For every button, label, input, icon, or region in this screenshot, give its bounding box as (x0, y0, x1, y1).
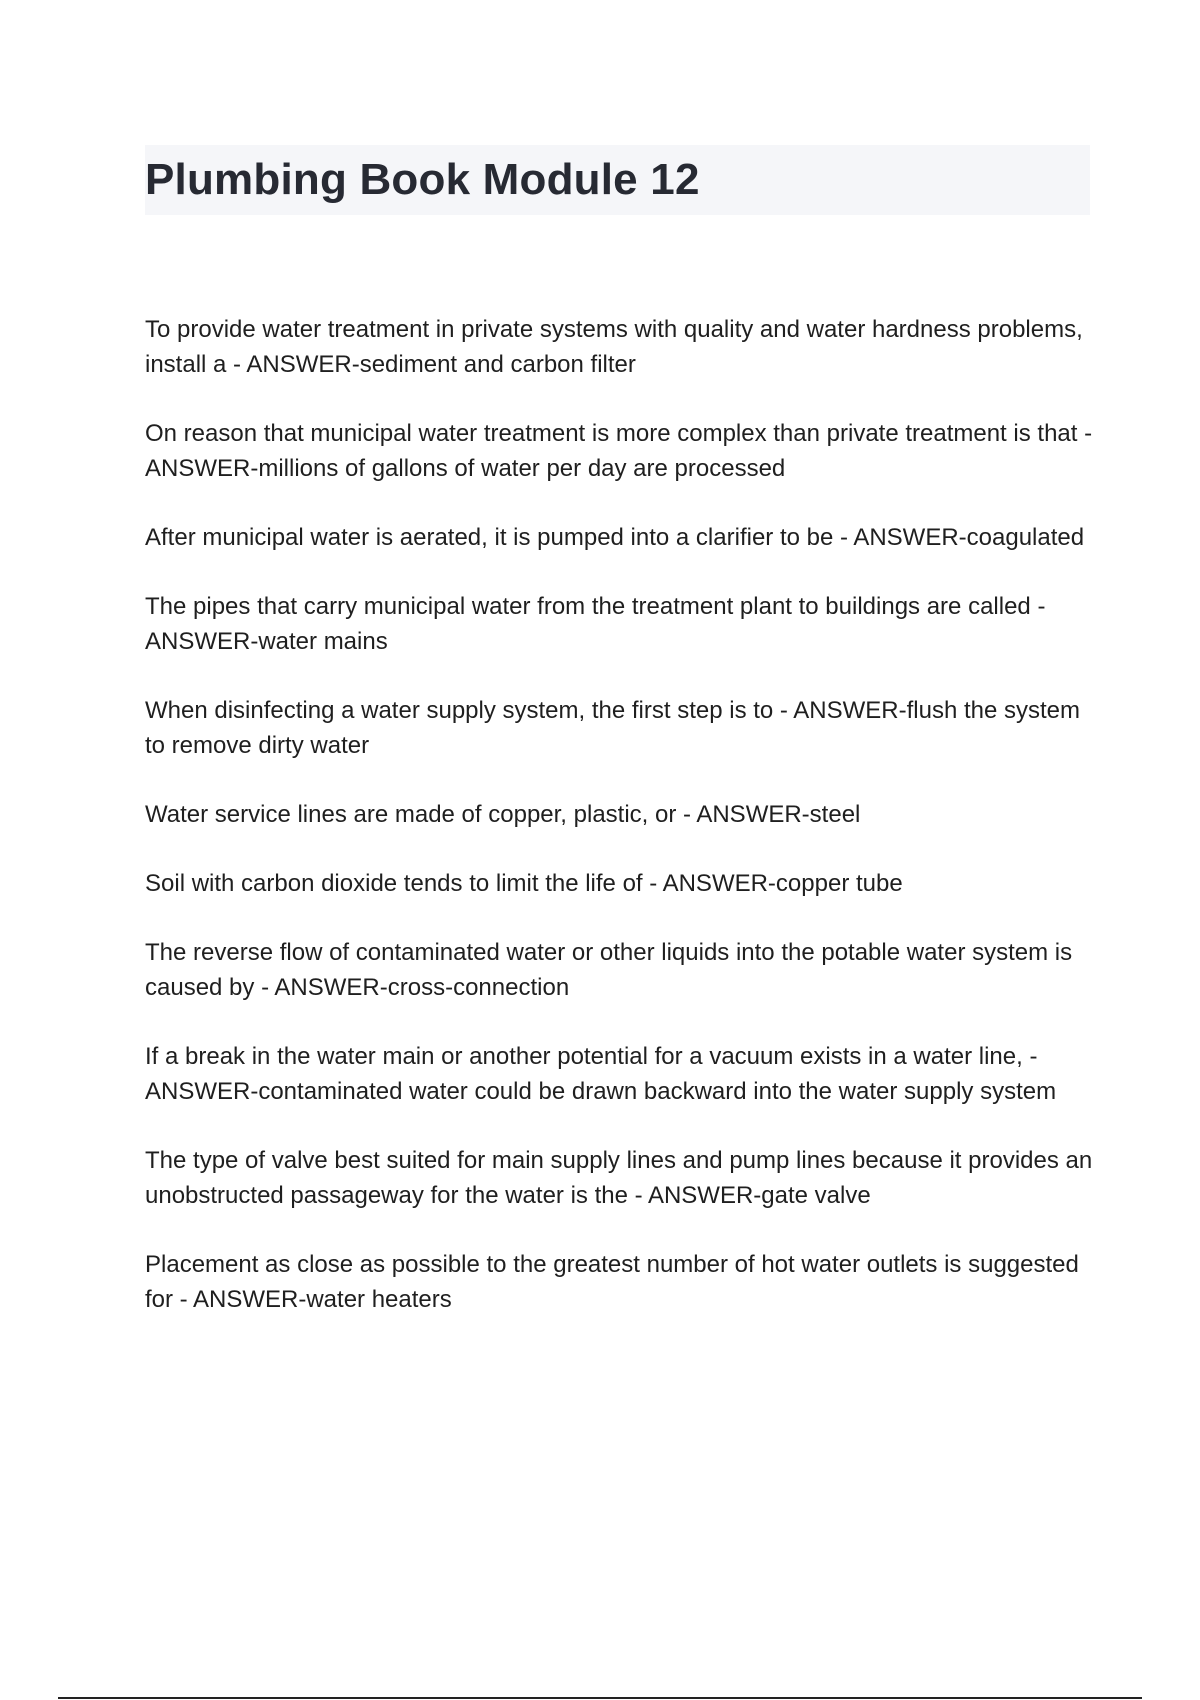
qa-list (145, 312, 1105, 1351)
qa-item-4: The pipes that carry municipal water from the treatment plant to buildings are called - ANSWER-water mains (145, 593, 1046, 655)
qa-item-1: To provide water treatment in private systems with quality and water hardness problems, install a - ANSWER-sediment and carbon filter (145, 316, 1083, 378)
qa-item-7: Soil with carbon dioxide tends to limit the life of - ANSWER-copper tube (145, 870, 903, 897)
qa-item-9: If a break in the water main or another potential for a vacuum exists in a water line, - ANSWER-contaminated water could be drawn backward into the water supply system (145, 1043, 1057, 1105)
qa-item-5: When disinfecting a water supply system, the first step is to - ANSWER-flush the system to remove dirty water (145, 697, 1081, 759)
qa-item-3: After municipal water is aerated, it is pumped into a clarifier to be - ANSWER-coagulated (145, 524, 1085, 551)
qa-item-6: Water service lines are made of copper, plastic, or - ANSWER-steel (145, 801, 861, 828)
qa-item-11: Placement as close as possible to the greatest number of hot water outlets is suggested for - ANSWER-water heaters (145, 1251, 1079, 1313)
page-title: Plumbing Book Module 12 (145, 155, 700, 204)
footer-divider (58, 1697, 1142, 1699)
title-band (145, 145, 1090, 215)
qa-item-2: On reason that municipal water treatment is more complex than private treatment is that - ANSWER-millions of gallons of water per day are processed (145, 420, 1093, 482)
qa-item-10: The type of valve best suited for main supply lines and pump lines because it provides an unobstructed passageway for the water is the - ANSWER-gate valve (145, 1147, 1093, 1209)
qa-item-8: The reverse flow of contaminated water or other liquids into the potable water system is caused by - ANSWER-cross-connection (145, 939, 1073, 1001)
